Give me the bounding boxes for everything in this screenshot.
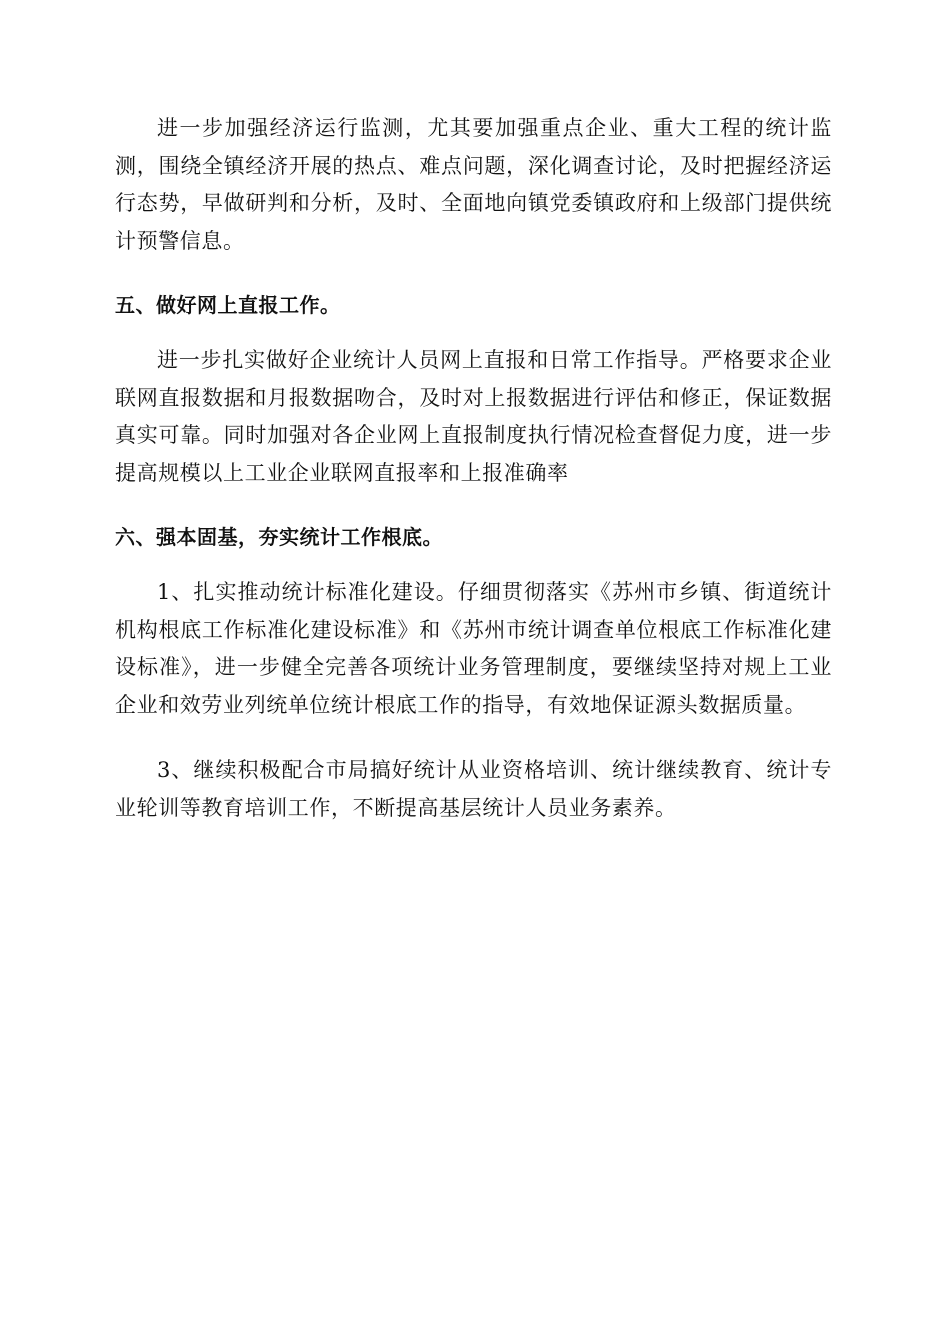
paragraph-economic-monitoring: 进一步加强经济运行监测，尤其要加强重点企业、重大工程的统计监测，围绕全镇经济开展的热点、难点问题，深化调查讨论，及时把握经济运行态势，早做研判和分析，及时、全面地向镇党委镇政府和上级部门提供统计预警信息。 [115,116,832,253]
paragraph-standardization: 1、扎实推动统计标准化建设。仔细贯彻落实《苏州市乡镇、街道统计机构根底工作标准化建设标准》和《苏州市统计调查单位根底工作标准化建设标准》，进一步健全完善各项统计业务管理制度，要继续坚持对规上工业企业和效劳业列统单位统计根底工作的指导，有效地保证源头数据质量。 [115,580,832,717]
heading-section-six: 六、强本固基，夯实统计工作根底。 [115,525,443,549]
heading-section-five: 五、做好网上直报工作。 [115,293,341,317]
paragraph-training: 3、继续积极配合市局搞好统计从业资格培训、统计继续教育、统计专业轮训等教育培训工作，不断提高基层统计人员业务素养。 [115,758,832,820]
paragraph-online-reporting: 进一步扎实做好企业统计人员网上直报和日常工作指导。严格要求企业联网直报数据和月报数据吻合，及时对上报数据进行评估和修正，保证数据真实可靠。同时加强对各企业网上直报制度执行情况检查督促力度，进一步提高规模以上工业企业联网直报率和上报准确率 [115,348,832,485]
